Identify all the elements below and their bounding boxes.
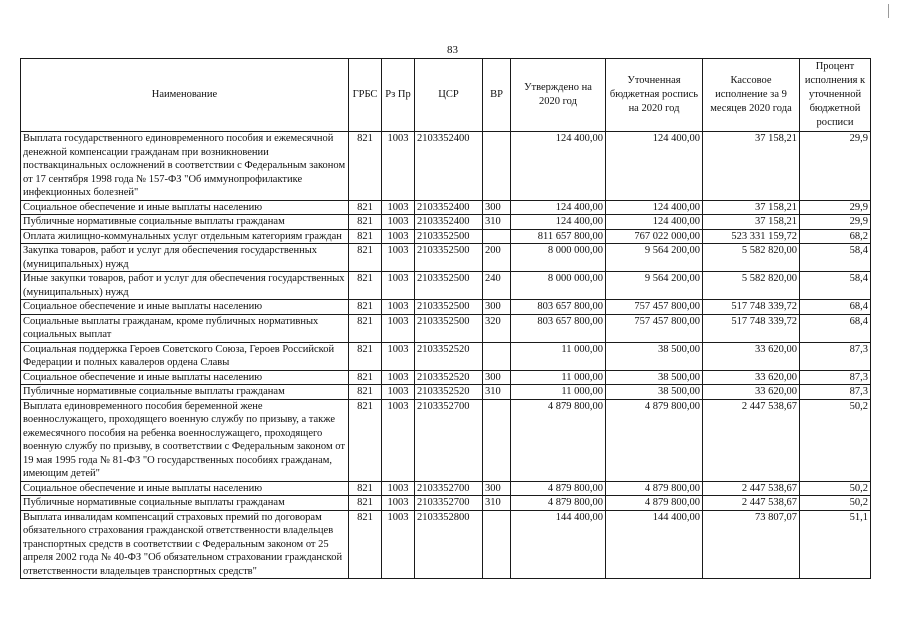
cell-csr: 2103352500 bbox=[415, 300, 483, 315]
cell-vr: 310 bbox=[483, 215, 511, 230]
cell-approved: 4 879 800,00 bbox=[511, 481, 606, 496]
cell-name: Публичные нормативные социальные выплаты гражданам bbox=[21, 385, 349, 400]
cell-csr: 2103352520 bbox=[415, 342, 483, 370]
cell-vr: 310 bbox=[483, 385, 511, 400]
cell-grbs: 821 bbox=[349, 272, 382, 300]
cell-percent: 29,9 bbox=[800, 132, 871, 201]
cell-rzpr: 1003 bbox=[382, 200, 415, 215]
cell-rzpr: 1003 bbox=[382, 272, 415, 300]
cell-percent: 87,3 bbox=[800, 370, 871, 385]
cell-name: Социальное обеспечение и иные выплаты населению bbox=[21, 200, 349, 215]
cell-approved: 11 000,00 bbox=[511, 370, 606, 385]
cell-grbs: 821 bbox=[349, 300, 382, 315]
cell-approved: 144 400,00 bbox=[511, 510, 606, 579]
cell-csr: 2103352400 bbox=[415, 215, 483, 230]
cell-cash: 2 447 538,67 bbox=[703, 399, 800, 481]
cell-grbs: 821 bbox=[349, 200, 382, 215]
cell-vr bbox=[483, 399, 511, 481]
cell-approved: 4 879 800,00 bbox=[511, 399, 606, 481]
cell-name: Социальное обеспечение и иные выплаты населению bbox=[21, 481, 349, 496]
cell-cash: 2 447 538,67 bbox=[703, 481, 800, 496]
cell-revised: 144 400,00 bbox=[606, 510, 703, 579]
cell-revised: 4 879 800,00 bbox=[606, 399, 703, 481]
table-row bbox=[21, 215, 871, 230]
cell-revised: 38 500,00 bbox=[606, 370, 703, 385]
cell-cash: 523 331 159,72 bbox=[703, 229, 800, 244]
cell-cash: 33 620,00 bbox=[703, 370, 800, 385]
cell-vr: 200 bbox=[483, 244, 511, 272]
table-header-row bbox=[21, 59, 871, 132]
cell-percent: 87,3 bbox=[800, 342, 871, 370]
cell-grbs: 821 bbox=[349, 342, 382, 370]
cell-approved: 8 000 000,00 bbox=[511, 244, 606, 272]
cell-approved: 811 657 800,00 bbox=[511, 229, 606, 244]
cell-revised: 767 022 000,00 bbox=[606, 229, 703, 244]
cell-name: Выплата единовременного пособия беременной жене военнослужащего, проходящего военную службу по призыву, а также ежемесячного пособия на ребенка военнослужащего, проходящего военную службу по призыву, в соответствии с Федеральным законом от 19 мая 1995 года № 81-ФЗ "О государственных пособиях гражданам, имеющим детей" bbox=[21, 399, 349, 481]
cell-revised: 4 879 800,00 bbox=[606, 496, 703, 511]
cell-percent: 29,9 bbox=[800, 215, 871, 230]
cell-csr: 2103352700 bbox=[415, 399, 483, 481]
cell-csr: 2103352700 bbox=[415, 496, 483, 511]
cell-percent: 58,4 bbox=[800, 244, 871, 272]
table-row bbox=[21, 399, 871, 481]
cell-revised: 757 457 800,00 bbox=[606, 300, 703, 315]
cell-percent: 58,4 bbox=[800, 272, 871, 300]
cell-rzpr: 1003 bbox=[382, 229, 415, 244]
cell-revised: 124 400,00 bbox=[606, 215, 703, 230]
cell-vr: 300 bbox=[483, 200, 511, 215]
cell-vr: 240 bbox=[483, 272, 511, 300]
cell-cash: 37 158,21 bbox=[703, 132, 800, 201]
cell-name: Социальное обеспечение и иные выплаты населению bbox=[21, 300, 349, 315]
table-row bbox=[21, 385, 871, 400]
cell-grbs: 821 bbox=[349, 496, 382, 511]
cell-grbs: 821 bbox=[349, 132, 382, 201]
cell-csr: 2103352500 bbox=[415, 229, 483, 244]
cell-revised: 9 564 200,00 bbox=[606, 272, 703, 300]
cell-cash: 517 748 339,72 bbox=[703, 300, 800, 315]
cell-percent: 68,4 bbox=[800, 300, 871, 315]
cell-approved: 11 000,00 bbox=[511, 385, 606, 400]
cell-approved: 8 000 000,00 bbox=[511, 272, 606, 300]
cell-revised: 124 400,00 bbox=[606, 132, 703, 201]
cell-name: Выплата инвалидам компенсаций страховых премий по договорам обязательного страхования гражданской ответственности владельцев транспортных средств в соответствии с Федеральным законом от 25 апреля 2002 года № 40-ФЗ "Об обязательном страховании гражданской ответственности владельцев транспортных средств" bbox=[21, 510, 349, 579]
cell-name: Публичные нормативные социальные выплаты гражданам bbox=[21, 215, 349, 230]
scan-edge-mark bbox=[888, 4, 889, 18]
cell-grbs: 821 bbox=[349, 314, 382, 342]
cell-grbs: 821 bbox=[349, 244, 382, 272]
table-row bbox=[21, 132, 871, 201]
table-row bbox=[21, 496, 871, 511]
cell-approved: 11 000,00 bbox=[511, 342, 606, 370]
table-row bbox=[21, 342, 871, 370]
cell-approved: 4 879 800,00 bbox=[511, 496, 606, 511]
table-row bbox=[21, 300, 871, 315]
cell-rzpr: 1003 bbox=[382, 244, 415, 272]
cell-grbs: 821 bbox=[349, 229, 382, 244]
cell-percent: 51,1 bbox=[800, 510, 871, 579]
cell-rzpr: 1003 bbox=[382, 300, 415, 315]
cell-grbs: 821 bbox=[349, 370, 382, 385]
cell-cash: 73 807,07 bbox=[703, 510, 800, 579]
cell-grbs: 821 bbox=[349, 385, 382, 400]
cell-revised: 9 564 200,00 bbox=[606, 244, 703, 272]
cell-cash: 2 447 538,67 bbox=[703, 496, 800, 511]
page-number: 83 bbox=[447, 44, 458, 56]
table-row bbox=[21, 370, 871, 385]
cell-revised: 757 457 800,00 bbox=[606, 314, 703, 342]
col-header-approved: Утверждено на 2020 год bbox=[511, 59, 606, 132]
cell-revised: 38 500,00 bbox=[606, 385, 703, 400]
cell-name: Социальные выплаты гражданам, кроме публичных нормативных социальных выплат bbox=[21, 314, 349, 342]
cell-cash: 5 582 820,00 bbox=[703, 272, 800, 300]
cell-approved: 124 400,00 bbox=[511, 132, 606, 201]
col-header-rzpr: Рз Пр bbox=[382, 59, 415, 132]
budget-table bbox=[20, 58, 871, 579]
cell-percent: 50,2 bbox=[800, 481, 871, 496]
col-header-csr: ЦСР bbox=[415, 59, 483, 132]
col-header-name: Наименование bbox=[21, 59, 349, 132]
cell-name: Публичные нормативные социальные выплаты гражданам bbox=[21, 496, 349, 511]
cell-cash: 517 748 339,72 bbox=[703, 314, 800, 342]
cell-grbs: 821 bbox=[349, 510, 382, 579]
table-row bbox=[21, 510, 871, 579]
cell-grbs: 821 bbox=[349, 215, 382, 230]
table-row bbox=[21, 314, 871, 342]
col-header-cash: Кассовое исполнение за 9 месяцев 2020 года bbox=[703, 59, 800, 132]
col-header-grbs: ГРБС bbox=[349, 59, 382, 132]
cell-csr: 2103352400 bbox=[415, 132, 483, 201]
cell-vr: 300 bbox=[483, 481, 511, 496]
cell-percent: 29,9 bbox=[800, 200, 871, 215]
cell-rzpr: 1003 bbox=[382, 314, 415, 342]
cell-rzpr: 1003 bbox=[382, 132, 415, 201]
col-header-vr: ВР bbox=[483, 59, 511, 132]
col-header-percent: Процент исполнения к уточненной бюджетной росписи bbox=[800, 59, 871, 132]
cell-cash: 37 158,21 bbox=[703, 215, 800, 230]
cell-percent: 68,2 bbox=[800, 229, 871, 244]
cell-csr: 2103352520 bbox=[415, 385, 483, 400]
cell-approved: 124 400,00 bbox=[511, 200, 606, 215]
cell-rzpr: 1003 bbox=[382, 385, 415, 400]
cell-csr: 2103352500 bbox=[415, 272, 483, 300]
cell-csr: 2103352700 bbox=[415, 481, 483, 496]
cell-percent: 68,4 bbox=[800, 314, 871, 342]
cell-revised: 124 400,00 bbox=[606, 200, 703, 215]
cell-vr: 300 bbox=[483, 300, 511, 315]
cell-approved: 803 657 800,00 bbox=[511, 300, 606, 315]
cell-cash: 33 620,00 bbox=[703, 385, 800, 400]
cell-grbs: 821 bbox=[349, 481, 382, 496]
cell-csr: 2103352400 bbox=[415, 200, 483, 215]
table-row bbox=[21, 481, 871, 496]
cell-approved: 124 400,00 bbox=[511, 215, 606, 230]
table-row bbox=[21, 200, 871, 215]
cell-name: Закупка товаров, работ и услуг для обеспечения государственных (муниципальных) нужд bbox=[21, 244, 349, 272]
cell-name: Социальное обеспечение и иные выплаты населению bbox=[21, 370, 349, 385]
table-row bbox=[21, 272, 871, 300]
cell-revised: 4 879 800,00 bbox=[606, 481, 703, 496]
cell-vr: 310 bbox=[483, 496, 511, 511]
cell-vr bbox=[483, 229, 511, 244]
table-row bbox=[21, 244, 871, 272]
cell-approved: 803 657 800,00 bbox=[511, 314, 606, 342]
cell-vr bbox=[483, 510, 511, 579]
table-row bbox=[21, 229, 871, 244]
cell-vr bbox=[483, 342, 511, 370]
cell-name: Иные закупки товаров, работ и услуг для обеспечения государственных (муниципальных) нужд bbox=[21, 272, 349, 300]
cell-rzpr: 1003 bbox=[382, 399, 415, 481]
cell-cash: 37 158,21 bbox=[703, 200, 800, 215]
cell-rzpr: 1003 bbox=[382, 342, 415, 370]
cell-vr bbox=[483, 132, 511, 201]
col-header-revised: Уточненная бюджетная роспись на 2020 год bbox=[606, 59, 703, 132]
cell-rzpr: 1003 bbox=[382, 215, 415, 230]
cell-grbs: 821 bbox=[349, 399, 382, 481]
cell-name: Социальная поддержка Героев Советского Союза, Героев Российской Федерации и полных кавалеров ордена Славы bbox=[21, 342, 349, 370]
cell-rzpr: 1003 bbox=[382, 510, 415, 579]
cell-name: Оплата жилищно-коммунальных услуг отдельным категориям граждан bbox=[21, 229, 349, 244]
cell-vr: 300 bbox=[483, 370, 511, 385]
cell-rzpr: 1003 bbox=[382, 496, 415, 511]
cell-rzpr: 1003 bbox=[382, 481, 415, 496]
cell-percent: 87,3 bbox=[800, 385, 871, 400]
cell-percent: 50,2 bbox=[800, 399, 871, 481]
cell-cash: 5 582 820,00 bbox=[703, 244, 800, 272]
cell-csr: 2103352500 bbox=[415, 244, 483, 272]
cell-vr: 320 bbox=[483, 314, 511, 342]
cell-percent: 50,2 bbox=[800, 496, 871, 511]
cell-csr: 2103352800 bbox=[415, 510, 483, 579]
cell-name: Выплата государственного единовременного пособия и ежемесячной денежной компенсации гражданам при возникновении поствакцинальных осложнений в соответствии с Федеральным законом от 17 сентября 1998 года № 157-ФЗ "Об иммунопрофилактике инфекционных болезней" bbox=[21, 132, 349, 201]
cell-rzpr: 1003 bbox=[382, 370, 415, 385]
cell-revised: 38 500,00 bbox=[606, 342, 703, 370]
cell-cash: 33 620,00 bbox=[703, 342, 800, 370]
cell-csr: 2103352500 bbox=[415, 314, 483, 342]
cell-csr: 2103352520 bbox=[415, 370, 483, 385]
